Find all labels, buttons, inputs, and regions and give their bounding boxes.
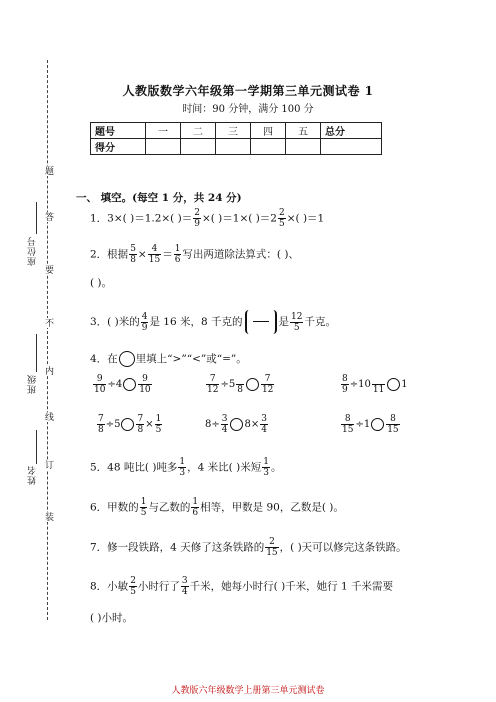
binding-char: 题 [43, 166, 53, 176]
table-row [91, 123, 382, 139]
binding-dashed-line [47, 60, 48, 620]
score-input-cell[interactable] [251, 139, 286, 155]
table-cell: 四 [251, 123, 286, 139]
question-6 [90, 497, 344, 518]
fraction: $\frac{8}{15}$ [387, 414, 399, 435]
compare-item: $\frac{8}{15}$ ÷1 $\frac{8}{15}$ [342, 414, 399, 435]
fraction: $\frac{3}{4}$ [181, 576, 188, 597]
binding-char: 不 [43, 318, 53, 328]
fraction: $\frac{4}{9}$ [141, 311, 148, 333]
q8-text: 小时行了 [137, 580, 180, 593]
score-input-cell[interactable] [181, 139, 216, 155]
q6-text: 6．甲数的 [90, 501, 139, 514]
page-title: 人教版数学六年级第一学期第三单元测试卷 1 [122, 84, 374, 98]
binding-char: 订 [43, 460, 53, 470]
page-subtitle: 时间：90 分钟，满分 100 分 [182, 104, 314, 115]
class-underline [36, 334, 37, 372]
fraction: $\frac{2}{5}$ [278, 208, 285, 229]
fraction: $\frac{7}{12}$ [261, 374, 274, 395]
compare-circle[interactable] [371, 418, 384, 431]
fraction: $\frac{1}{5}$ [155, 414, 162, 435]
compare-item: $\frac{7}{8}$ ÷5 $\frac{7}{8}$ × $\frac{1}{5}$ [98, 414, 162, 435]
binding-char: 装 [43, 512, 53, 522]
fraction: $\frac{2}{15}$ [266, 537, 278, 558]
fraction: $\frac{8}{15}$ [342, 414, 354, 435]
fraction: $\frac{7}{8}$ [98, 414, 104, 435]
q1-text: ×( )＝1 [286, 212, 325, 225]
fraction: 8 [236, 374, 244, 395]
question-4 [90, 351, 247, 367]
circle-icon [119, 351, 135, 367]
binding-char: 要 [43, 265, 53, 275]
question-8-line-2: ( )小时。 [90, 612, 134, 624]
compare-item: $\frac{9}{10}$ ÷4 $\frac{9}{10}$ [94, 374, 151, 395]
class-label: 班级 [28, 374, 38, 394]
q3-text: 是 [278, 316, 290, 328]
question-2 [90, 244, 299, 265]
compare-item: $\frac{7}{12}$ ÷5 8 $\frac{7}{12}$ [207, 374, 274, 395]
fraction: $\frac{9}{10}$ [139, 374, 151, 395]
q8-text: 8．小敏 [90, 580, 129, 593]
table-cell: 得分 [91, 139, 146, 155]
table-row [91, 139, 382, 155]
q1-text: 1．3×( )＝1.2×( )＝ [90, 212, 193, 225]
fraction: $\frac{2}{5}$ [130, 576, 136, 597]
table-cell: 题号 [91, 123, 146, 139]
fraction: $\frac{3}{4}$ [261, 414, 267, 435]
q3-text: 千克。 [304, 316, 336, 328]
page-footer: 人教版六年级数学上册第三单元测试卷 [171, 686, 325, 696]
q5-text: 。 [270, 461, 282, 474]
q3-text: 3．( )米的 [90, 316, 140, 328]
q6-text: 与乙数的 [148, 501, 191, 514]
fraction: $\frac{7}{8}$ [137, 414, 144, 435]
question-8 [90, 576, 393, 597]
score-table [90, 122, 382, 155]
question-7 [90, 537, 407, 558]
compare-circle[interactable] [246, 378, 259, 391]
blank-fraction-box[interactable] [245, 310, 277, 334]
seat-underline [36, 202, 37, 234]
q6-text: 相等，甲数是 90，乙数是( )。 [200, 501, 344, 514]
question-5 [90, 457, 281, 478]
q4-text: 里填上“>”“<”或“=”。 [135, 353, 247, 365]
q2-text: 2．根据 [90, 248, 129, 261]
compare-item: $\frac{8}{9}$ ÷10 11 1 [342, 374, 408, 395]
compare-circle[interactable] [123, 378, 136, 391]
fraction: $\frac{1}{6}$ [174, 244, 181, 265]
fraction: $\frac{7}{12}$ [207, 374, 219, 395]
fraction: $\frac{12}{5}$ [291, 311, 303, 333]
q5-text: 5．48 吨比( )吨多 [90, 461, 178, 474]
q1-text: ×( )＝1×( )＝2 [201, 212, 277, 225]
q3-text: 是 16 米，8 千克的 [149, 316, 243, 328]
table-cell: 一 [146, 123, 181, 139]
fraction: $\frac{1}{3}$ [179, 457, 186, 478]
section-heading: 一、 填空。(每空 1 分，共 24 分) [76, 192, 242, 204]
table-cell: 二 [181, 123, 216, 139]
q2-text: × [137, 248, 147, 261]
table-cell: 三 [216, 123, 251, 139]
seat-label: 座位号 [28, 236, 38, 266]
question-1 [90, 208, 324, 229]
fraction: $\frac{8}{9}$ [342, 374, 348, 395]
fraction: $\frac{3}{4}$ [221, 414, 228, 435]
compare-item: 8÷ $\frac{3}{4}$ 8× $\frac{3}{4}$ [205, 414, 267, 435]
score-input-cell[interactable] [286, 139, 321, 155]
q8-text: 千米，她每小时行( )千米，她行 1 千米需要 [189, 580, 394, 593]
score-input-cell[interactable] [216, 139, 251, 155]
binding-char: 答 [43, 212, 53, 222]
fraction: $\frac{1}{6}$ [192, 497, 199, 518]
fraction: $\frac{9}{10}$ [94, 374, 106, 395]
score-input-cell[interactable] [321, 139, 382, 155]
fraction: $\frac{5}{8}$ [130, 244, 136, 265]
q2-text: 写出两道除法算式：( )、 [182, 248, 299, 261]
binding-char: 内 [43, 366, 53, 376]
question-2-line-2: ( )。 [90, 277, 113, 289]
q7-text: ，( )天可以修完这条铁路。 [279, 541, 407, 554]
binding-char: 线 [43, 412, 53, 422]
q7-text: 7．修一段铁路，4 天修了这条铁路的 [90, 541, 265, 554]
compare-circle[interactable] [121, 418, 134, 431]
fraction: $\frac{1}{3}$ [263, 457, 269, 478]
fraction: $\frac{2}{9}$ [194, 208, 200, 229]
fraction: 11 [372, 374, 385, 395]
name-label: 姓名 [28, 465, 38, 485]
table-cell: 五 [286, 123, 321, 139]
score-input-cell[interactable] [146, 139, 181, 155]
fraction: $\frac{4}{15}$ [148, 244, 161, 265]
compare-circle[interactable] [387, 378, 400, 391]
q2-text: ＝ [162, 248, 173, 261]
question-3 [90, 310, 336, 334]
table-cell: 总分 [321, 123, 382, 139]
fraction: $\frac{1}{5}$ [140, 497, 147, 518]
compare-circle[interactable] [230, 418, 243, 431]
q4-text: 4．在 [90, 353, 118, 365]
name-underline [36, 430, 37, 464]
q5-text: ，4 米比( )米短 [187, 461, 262, 474]
